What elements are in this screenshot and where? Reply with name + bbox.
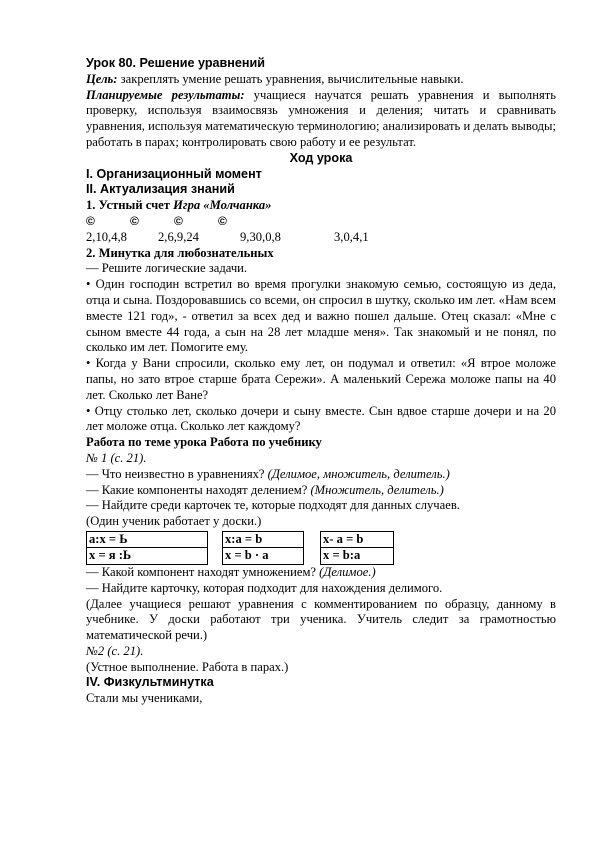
teacher-note: (Далее учащиеся решают уравнения с комментированием по образцу, данному в учебнике. У доски работают три ученика. Учитель следит за грамотностью математической речи.) (86, 596, 556, 643)
exercise-1: № 1 (с. 21). (86, 450, 147, 465)
task-3: • Отцу столько лет, сколько дочери и сыну вместе. Сын вдвое старше дочери и на 20 лет моложе отца. Сколько лет каждому? (86, 403, 556, 434)
question-4-text: — Какой компонент находят умножением? (86, 564, 320, 579)
question-3: — Найдите среди карточек те, которые подходят для данных случаев. (86, 498, 460, 513)
question-1-answer: (Делимое, множитель, делитель.) (267, 466, 450, 481)
number-group: 3,0,4,1 (334, 229, 369, 244)
question-4-answer: (Делимое.) (319, 564, 376, 579)
question-2 (86, 483, 556, 499)
curious-heading: 2. Минутка для любознательных (86, 245, 274, 260)
goal-paragraph (86, 72, 556, 88)
card-solution: x = я :Ь (87, 547, 207, 564)
work-heading: Работа по теме урока Работа по учебнику (86, 435, 322, 450)
oral-count-game: Игра «Молчанка» (173, 198, 272, 213)
copyright-icon: © (218, 213, 227, 228)
number-group: 2,10,4,8 (86, 229, 127, 244)
poem-line: Стали мы учениками, (86, 691, 203, 706)
equation-card[interactable] (222, 531, 304, 565)
equation-card[interactable] (320, 531, 394, 565)
results-text: учащиеся научатся решать уравнения и выполнять проверку, используя взаимосвязь умножения и деления; читать и сравнивать уравнения, используя математическую терминологию; анализировать и делать выводы; работать в парах; контролировать свою работу и ее результат. (86, 87, 556, 149)
goal-text: закреплять умение решать уравнения, вычислительные навыки. (117, 71, 464, 86)
copyright-icon: © (174, 213, 183, 228)
section-knowledge: II. Актуализация знаний (86, 182, 235, 197)
lesson-title: Урок 80. Решение уравнений (86, 56, 265, 70)
card-solution: x = b · a (223, 547, 303, 564)
task-1: • Один господин встретил во время прогулки знакомую семью, состоящую из деда, отца и сына. Поздоровавшись со всеми, он спросил в шутку, сколько им лет. «Нам всем вместе 121 год», - ответил за всех дед и важно пошел дальше. Отец сказал: «Мне с сыном вместе 44 года, а сын на 28 лет младше меня». Так знакомый и не понял, по сколько им лет. Помогите ему. (86, 277, 556, 355)
card-equation: a:x = Ь (89, 531, 128, 546)
exercise-2: №2 (с. 21). (86, 643, 144, 658)
section-organization: I. Организационный момент (86, 166, 262, 181)
goal-label: Цель: (86, 71, 118, 86)
results-paragraph (86, 88, 556, 151)
question-1-text: — Что неизвестно в уравнениях? (86, 466, 268, 481)
card-solution: x = b:a (321, 547, 393, 564)
exercise-2-note: (Устное выполнение. Работа в парах.) (86, 659, 289, 674)
copyright-icon: © (86, 213, 95, 228)
question-2-text: — Какие компоненты находят делением? (86, 482, 311, 497)
number-group: 2,6,9,24 (158, 229, 199, 244)
card-equation: x- a = b (323, 531, 364, 546)
question-2-answer: (Множитель, делитель.) (310, 482, 444, 497)
oral-count-label: 1. Устный счет (86, 198, 174, 213)
equation-card[interactable] (86, 531, 208, 565)
question-4 (86, 565, 556, 581)
oral-count-heading (86, 198, 556, 214)
question-5: — Найдите карточку, которая подходит для нахождения делимого. (86, 580, 443, 595)
section-physical: IV. Физкультминутка (86, 675, 214, 690)
question-1 (86, 467, 556, 483)
number-groups (86, 230, 556, 246)
lesson-heading: Ход урока (289, 150, 353, 165)
tasks-intro: — Решите логические задачи. (86, 261, 248, 276)
lesson-document (86, 56, 556, 707)
task-2: • Когда у Вани спросили, сколько ему лет, он подумал и ответил: «Я втрое моложе папы, но зато втрое старше брата Сережи». А маленький Сережа моложе папы на 40 лет. Сколько лет Ване? (86, 356, 556, 402)
results-label: Планируемые результаты: (86, 87, 245, 102)
equation-cards (86, 531, 556, 565)
card-equation: x:a = b (225, 531, 263, 546)
copyright-icon: © (130, 213, 139, 228)
question-3-note: (Один ученик работает у доски.) (86, 514, 262, 529)
number-group: 9,30,0,8 (240, 229, 281, 244)
copyright-row (86, 214, 556, 230)
